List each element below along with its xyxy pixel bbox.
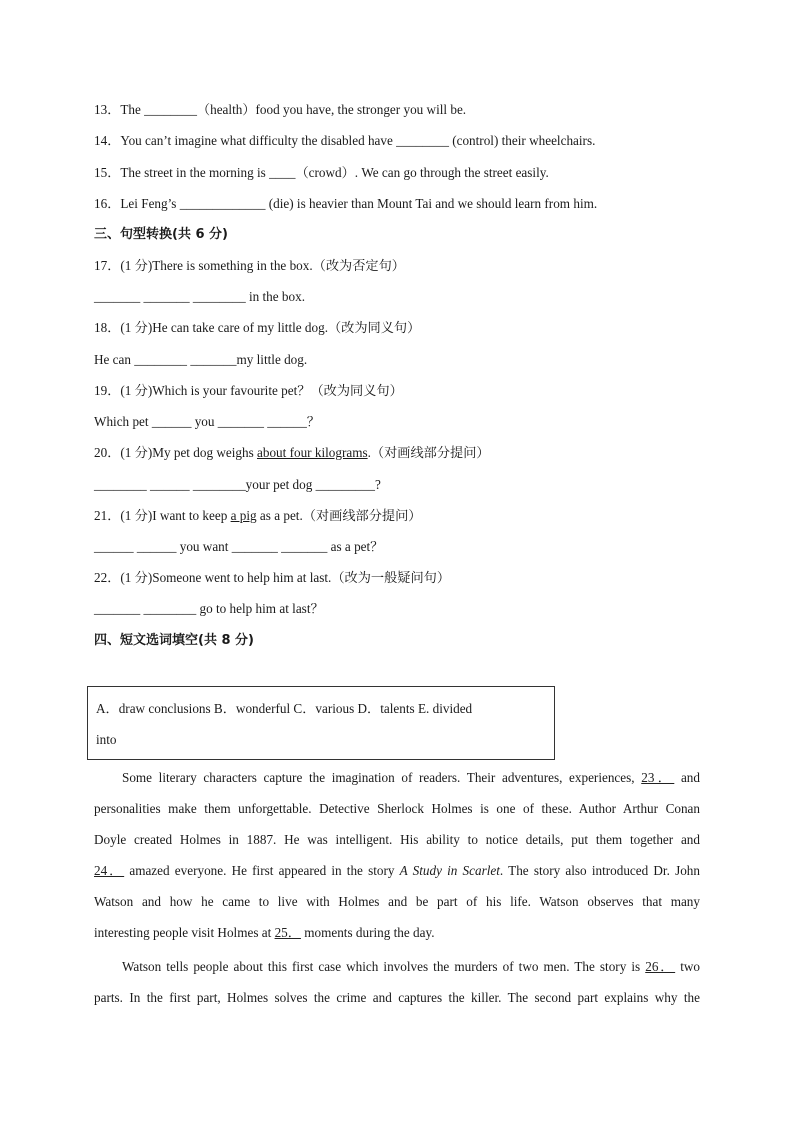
passage-line: personalities make them unforgettable. Detective Sherlock Holmes is one of these. Author Arthur Conan [94,801,700,816]
passage-line: 24． amazed everyone. He first appeared in the story A Study in Scarlet. The story also introduced Dr. John [94,863,700,878]
answer-19: Which pet ______ you _______ ______？ [94,414,320,429]
blank-24: 24． [94,863,125,878]
answer-17: _______ _______ ________ in the box. [94,289,305,304]
question-17: 17．(1 分)There is something in the box.（改为否定句） [94,258,405,273]
passage-line: Watson and how he came to live with Holmes and be part of his life. Watson observes that many [94,894,700,909]
options-line-2: into [96,732,117,747]
section-4-title: 四、短文选词填空(共 8 分) [94,633,254,648]
blank-23: 23． [641,770,675,785]
passage-line: Doyle created Holmes in 1887. He was intelligent. His ability to notice details, put them together and [94,832,700,847]
section-3-title: 三、句型转换(共 6 分) [94,227,228,242]
question-19: 19．(1 分)Which is your favourite pet？（改为同义句） [94,383,403,398]
question-13: 13．The ________（health）food you have, the stronger you will be. [94,102,467,117]
answer-20: ________ ______ ________your pet dog _________? [94,477,381,492]
options-line-1: A．draw conclusions B．wonderful C．various D．talents E. divided [96,701,473,716]
question-22: 22．(1 分)Someone went to help him at last.（改为一般疑问句） [94,570,451,585]
question-16: 16．Lei Feng’s _____________ (die) is heavier than Mount Tai and we should learn from him. [94,196,598,211]
question-20: 20．(1 分)My pet dog weighs about four kilograms.（对画线部分提问） [94,445,490,460]
underlined-phrase: about four kilograms [257,445,368,460]
passage-paragraph-1 [94,762,700,948]
answer-21: ______ ______ you want _______ _______ as a pet？ [94,539,384,554]
answer-18: He can ________ _______my little dog. [94,352,308,367]
passage-paragraph-2 [94,951,700,1013]
underlined-phrase: a pig [230,508,257,523]
answer-22: _______ ________ go to help him at last？ [94,601,324,616]
question-18: 18．(1 分)He can take care of my little dog.（改为同义句） [94,320,421,335]
blank-25: 25． [274,925,301,940]
passage-line: interesting people visit Holmes at 25． moments during the day. [94,925,435,940]
question-15: 15．The street in the morning is ____（crowd）. We can go through the street easily. [94,165,549,180]
blank-26: 26． [645,959,676,974]
story-title: A Study in Scarlet [399,863,500,878]
passage-line: parts. In the first part, Holmes solves the crime and captures the killer. The second part explains why the [94,990,700,1005]
passage-line: Watson tells people about this first case which involves the murders of two men. The story is 26． two [122,959,701,974]
question-14: 14．You can’t imagine what difficulty the disabled have ________ (control) their wheelchairs. [94,133,596,148]
passage-line: Some literary characters capture the imagination of readers. Their adventures, experiences, 23． and [122,770,700,785]
word-options-box [87,686,555,760]
question-21: 21．(1 分)I want to keep a pig as a pet.（对画线部分提问） [94,508,422,523]
